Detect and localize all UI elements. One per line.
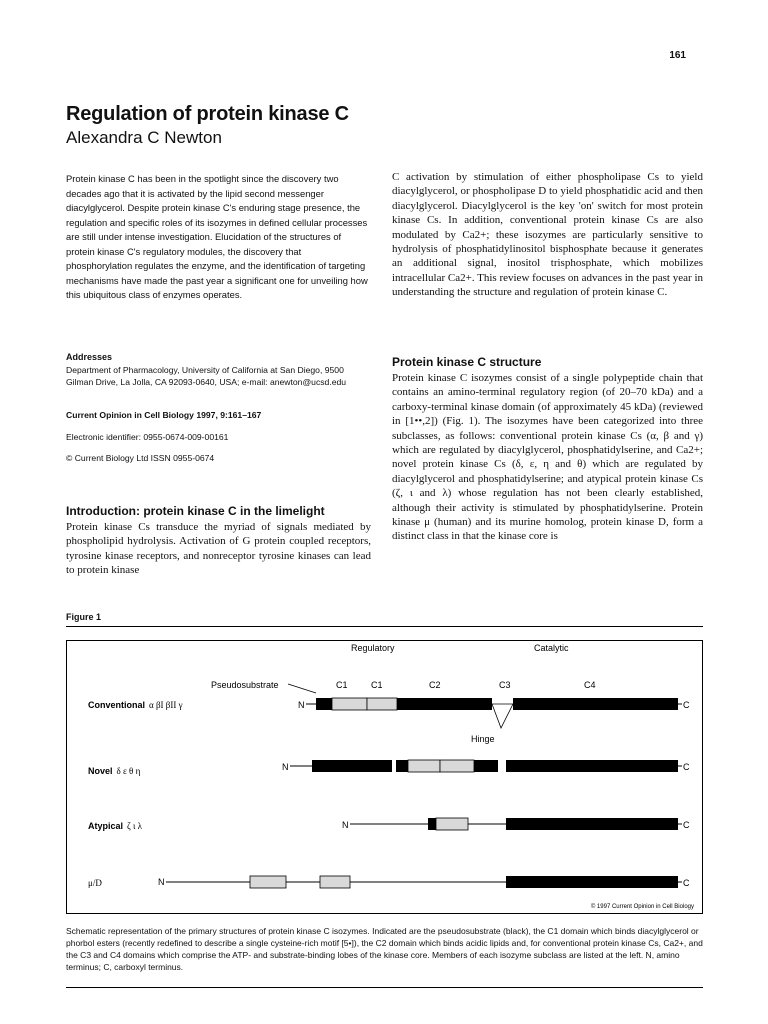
row-novel bbox=[88, 760, 690, 776]
kinase-domain-block bbox=[506, 760, 678, 772]
copyright-line: © Current Biology Ltd ISSN 0955-0674 bbox=[66, 453, 215, 463]
domain-label-c3: C3 bbox=[499, 680, 511, 690]
page-number: 161 bbox=[669, 50, 686, 61]
pseudosubstrate-block bbox=[316, 698, 332, 710]
c1-domain-block bbox=[408, 760, 440, 772]
figure-label: Figure 1 bbox=[66, 612, 102, 622]
c-terminus: C bbox=[683, 878, 690, 888]
intro-text: Protein kinase Cs transduce the myriad of signals mediated by phospholipid hydrolysis. Activation of G protein coupled receptors, tyrosine kinase receptors, and nonreceptor tyrosine kinases can lead to protein kinase bbox=[66, 521, 371, 577]
row-label-conventional: Conventional α βI βII γ bbox=[88, 700, 183, 710]
journal-citation: Current Opinion in Cell Biology 1997, 9:161–167 bbox=[66, 410, 262, 420]
c1-domain-block bbox=[436, 818, 468, 830]
figure-caption: Schematic representation of the primary structures of protein kinase C isozymes. Indicated are the pseudosubstrate (black), the C1 domain which binds diacylglycerol or phorbol esters (recently redefined to describe a single cysteine-rich motif [5•]), the C2 domain which binds acidic lipids and, for conventional protein kinase Cs, Ca2+, and the C3 and C4 domains which comprise the ATP- and substrate-binding lobes of the kinase core. Members of each isozyme subclass are listed at the left. N, amino terminus; C, carboxyl terminus. bbox=[66, 926, 703, 972]
author-name: Alexandra C Newton bbox=[66, 128, 222, 147]
row-label-atypical: Atypical ζ ι λ bbox=[88, 821, 143, 831]
bottom-rule bbox=[66, 987, 703, 988]
pseudosubstrate-block bbox=[428, 818, 436, 830]
row-atypical bbox=[88, 818, 690, 831]
figure-credit: © 1997 Current Opinion in Cell Biology bbox=[590, 904, 694, 910]
linker-block bbox=[474, 760, 498, 772]
hinge-label: Hinge bbox=[471, 734, 495, 744]
row-label-mu-d: μ/D bbox=[88, 878, 102, 888]
paper-title: Regulation of protein kinase C bbox=[66, 103, 349, 125]
pseudosubstrate-block bbox=[396, 760, 408, 772]
electronic-identifier: Electronic identifier: 0955-0674-009-00161 bbox=[66, 432, 229, 442]
kinase-domain-block bbox=[513, 698, 678, 710]
c2-domain-block bbox=[397, 698, 492, 710]
row-label-novel: Novel δ ε θ η bbox=[88, 766, 141, 776]
c-terminus: C bbox=[683, 700, 690, 710]
c1-domain-block bbox=[440, 760, 474, 772]
figure-top-rule bbox=[66, 626, 703, 627]
row-mu-d bbox=[88, 876, 690, 888]
domain-label-c2: C2 bbox=[429, 680, 441, 690]
c1-domain-block bbox=[320, 876, 350, 888]
structure-text: Protein kinase C isozymes consist of a single polypeptide chain that contains an amino-terminal regulatory region (of 20–70 kDa) and a carboxy-terminal kinase domain (of approximately 45 kDa) (reviewed in [1••,2]) (Fig. 1). The isozymes have been categorized into three subclasses, as follows: conventional protein kinase Cs (α, β and γ) which are regulated by diacylglycerol, phosphatidylserine, and Ca2+; novel protein kinase Cs (δ, ε, η and θ) which are regulated by diacylglycerol and phosphatidylserine; and atypical protein kinase Cs (ζ, ι and λ) whose regulation has not been clearly established, although their activity is stimulated by phosphatidylserine. Protein kinase μ (human) and its murine homolog, protein kinase D, form a distinct class in that the kinase core is bbox=[392, 372, 703, 543]
right-column-paragraph: C activation by stimulation of either phospholipase Cs to yield diacylglycerol, or phospholipase D to yield phosphatidic acid and then diacylglycerol. Diacylglycerol is the key 'on' switch for most protein kinase Cs. In addition, conventional protein kinase Cs are also modulated by Ca2+; these isozymes are particularly sensitive to hydrolysis of phosphatidylinositol bisphosphate because it generates an additional signal, inositol trisphosphate, which mobilizes intracellular Ca2+. This review focuses on advances in the past year in understanding the structure and regulation of protein kinase C. bbox=[392, 171, 703, 299]
intro-heading: Introduction: protein kinase C in the limelight bbox=[66, 504, 325, 518]
kinase-domain-block bbox=[506, 818, 678, 830]
n-terminus: N bbox=[342, 820, 349, 830]
domain-label-c4: C4 bbox=[584, 680, 596, 690]
c1-domain-block bbox=[332, 698, 367, 710]
n-terminus: N bbox=[158, 877, 165, 887]
regulatory-label: Regulatory bbox=[351, 643, 395, 653]
abstract: Protein kinase C has been in the spotlight since the discovery two decades ago that it is activated by the lipid second messenger diacylglycerol. Despite protein kinase C's enduring stage presence, the regulation and specific roles of its isozymes in defined cellular processes are still under intense investigation. Elucidation of the structures of protein kinase C's regulatory modules, the discovery that phosphorylation regulates the enzyme, and the identification of targeting mechanisms have made the past year a significant one for unveiling how this ubiquitous class of enzymes operates. bbox=[66, 173, 368, 300]
domain-label-c1a: C1 bbox=[336, 680, 348, 690]
c-terminus: C bbox=[683, 820, 690, 830]
c1-domain-block bbox=[367, 698, 397, 710]
n-terminus: N bbox=[282, 762, 289, 772]
hinge-marker bbox=[492, 704, 513, 728]
c2-like-domain-block bbox=[312, 760, 392, 772]
n-terminus: N bbox=[298, 700, 305, 710]
addresses-heading: Addresses bbox=[66, 352, 113, 362]
structure-heading: Protein kinase C structure bbox=[392, 355, 542, 369]
c1-domain-block bbox=[250, 876, 286, 888]
pseudosubstrate-pointer bbox=[288, 684, 316, 693]
pkc-domain-diagram bbox=[66, 640, 703, 914]
row-conventional bbox=[88, 698, 690, 744]
kinase-domain-block bbox=[506, 876, 678, 888]
domain-label-c1b: C1 bbox=[371, 680, 383, 690]
addresses-text: Department of Pharmacology, University of California at San Diego, 9500 Gilman Drive, La Jolla, CA 92093-0640, USA; e-mail: anewton@ucsd.edu bbox=[66, 365, 347, 387]
c-terminus: C bbox=[683, 762, 690, 772]
pseudosubstrate-label: Pseudosubstrate bbox=[211, 680, 279, 690]
catalytic-label: Catalytic bbox=[534, 643, 569, 653]
